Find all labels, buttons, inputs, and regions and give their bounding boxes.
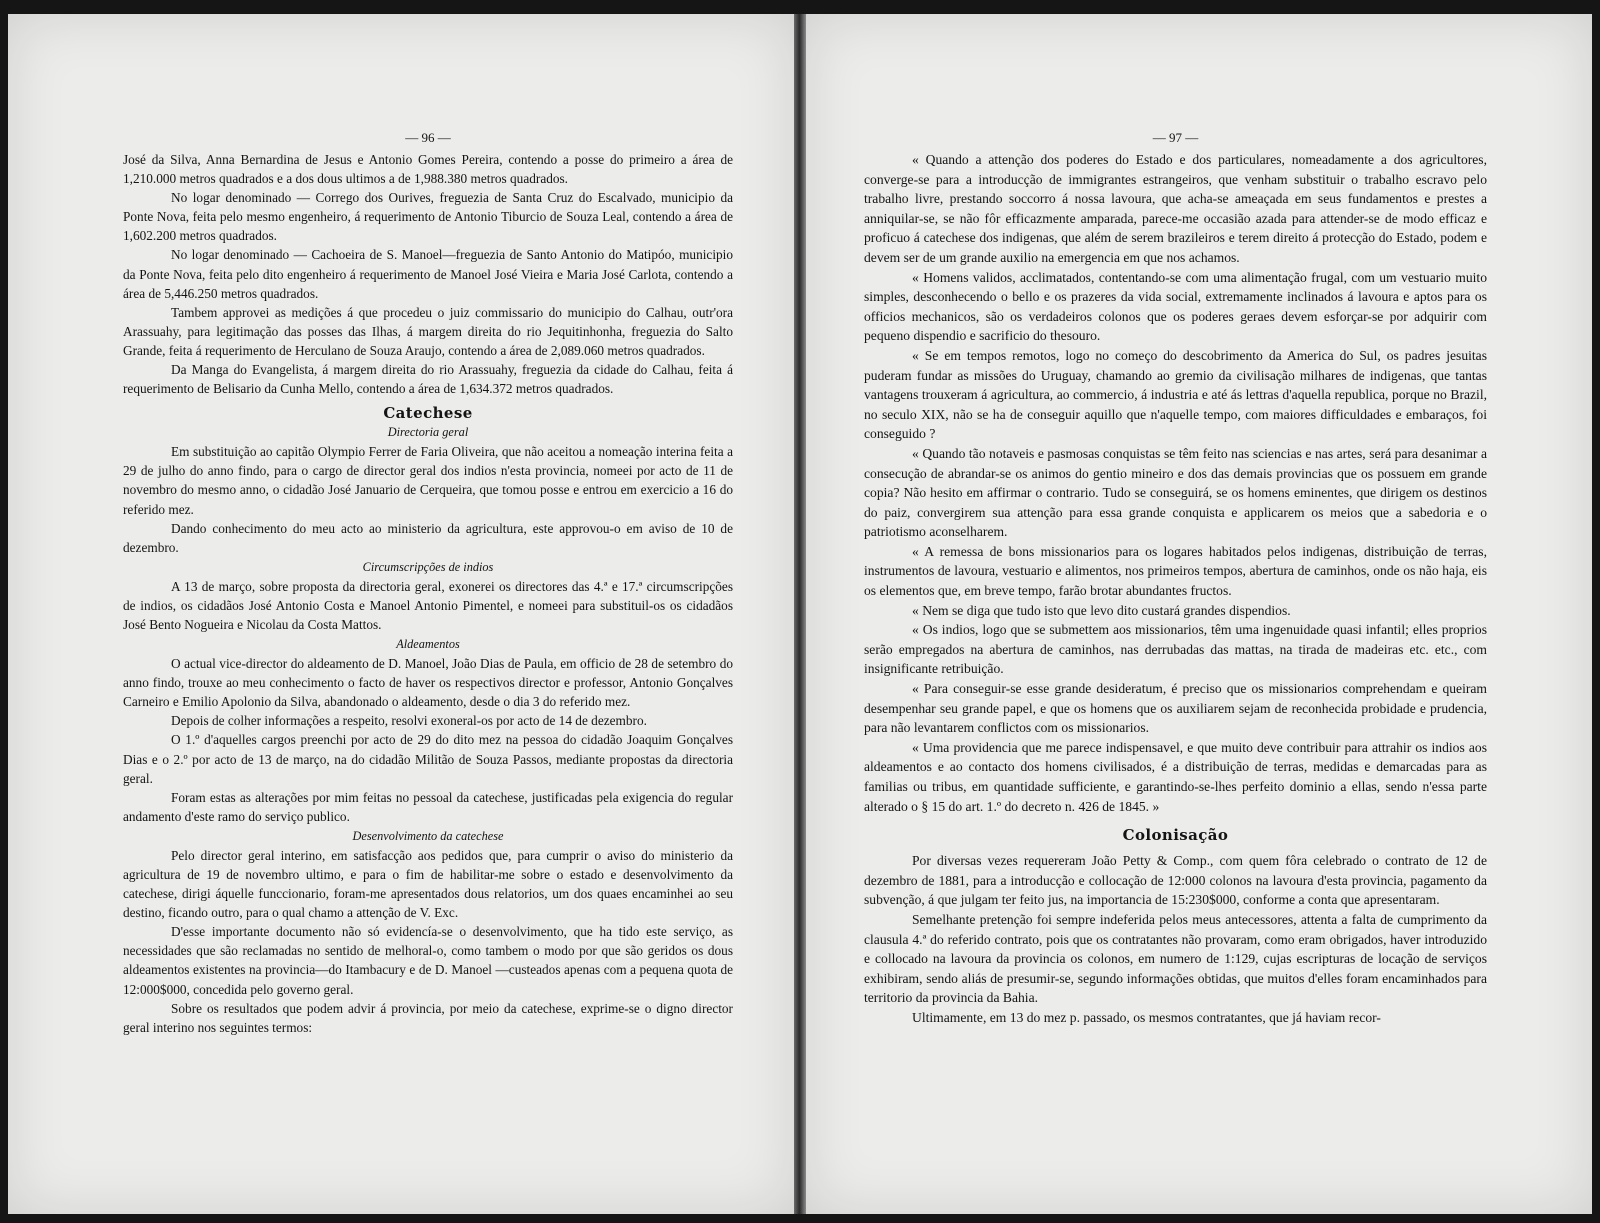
quoted-paragraph: « Quando a attenção dos poderes do Estado e dos particulares, nomeadamente a dos agricultores, converge-se para a introducção de immigrantes estrangeiros, que venham substituir o trabalho escravo pelo trabalho livre, prestando soccorro á nossa lavoura, que acha-se ameaçada em seus fundamentos e prestes a anniquilar-se, se não fôr efficazmente amparada, parece-me occasião azada para attender-se de modo efficaz e proficuo á catechese dos indigenas, que além de serem brazileiros e terem direito á protecção do Estado, podem e devem ser de um grande auxilio na emergencia em que nos achamos. xyxy=(864,152,1487,265)
quoted-paragraph: « Nem se diga que tudo isto que levo dito custará grandes dispendios. xyxy=(912,602,1291,618)
paragraph: D'esse importante documento não só evidencía-se o desenvolvimento, que ha tido este serviço, as necessidades que são reclamadas no sentido de melhoral-o, como tambem o modo por que são geridos os dous aldeamentos existentes na provincia—do Itambacury e de D. Manoel —custeados apenas com a pequena quota de 12:000$000, concedida pelo governo geral. xyxy=(123,924,733,997)
page-number-96: — 96 — xyxy=(405,130,451,145)
quoted-paragraph: « Os indios, logo que se submettem aos missionarios, têm uma ingenuidade quasi infantil; elles proprios serão empregados na abertura de caminhos, nas derrubadas das mattas, na tirada de madeiras etc. etc., com insignificante retribuição. xyxy=(864,622,1487,677)
quoted-paragraph: « Homens validos, acclimatados, contentando-se com uma alimentação frugal, com um vestuario muito simples, desconhecendo o bello e os prazeres da vida social, extremamente inclinados á lavoura e aptos para os officios mechanicos, são os verdadeiros colonos que os poderes geraes devem esforçar-se por adquirir com pequeno dispendio e sacrificio do thesouro. xyxy=(864,269,1487,344)
right-page-text xyxy=(864,120,1487,1028)
paragraph: Em substituição ao capitão Olympio Ferrer de Faria Oliveira, que não aceitou a nomeação interina feita a 29 de julho do anno findo, para o cargo de director geral dos indios n'esta provincia, nomeei por acto de 11 de novembro do mesmo anno, o cidadão José Januario de Cerqueira, que tomou posse e entrou em exercicio a 16 do referido mez. xyxy=(123,444,733,517)
paragraph: Semelhante pretenção foi sempre indeferida pelos meus antecessores, attenta a falta de cumprimento da clausula 4.ª do referido contrato, pois que os contratantes não provaram, como eram obrigados, haver introduzido e collocado na lavoura da provincia os colonos, em numero de 1:129, cujas escripturas de locação de serviços exhibiram, sendo aliás de presumir-se, segundo informações obtidas, que muitos d'elles foram encaminhados para territorio da provincia da Bahia. xyxy=(864,911,1487,1006)
section-heading-catechese: Catechese xyxy=(383,404,473,423)
quoted-paragraph: « Uma providencia que me parece indispensavel, e que muito deve contribuir para attrahir os indios aos aldeamentos e ao contacto dos homens civilisados, é a distribuição de terras, medidas e demarcadas para as familias ou tribus, em quantidade sufficiente, e garantindo-se-lhes perfeito dominio a ellas, sendo n'essa parte alterado o § 15 do art. 1.º do decreto n. 426 de 1845. » xyxy=(864,739,1487,814)
quoted-paragraph: « A remessa de bons missionarios para os logares habitados pelos indigenas, distribuição de terras, instrumentos de lavoura, vestuario e alimentos, nos primeiros tempos, abertura de caminhos, onde os não haja, eis os elementos que, em breve tempo, farão brotar abundantes fructos. xyxy=(864,543,1487,599)
quoted-paragraph: « Se em tempos remotos, logo no começo do descobrimento da America do Sul, os padres jesuitas puderam fundar as missões do Uruguay, chamando ao gremio da civilisação milhares de indigenas, que tantas vantagens trouxeram á agricultura, ao commercio, á industria e até ás lettras d'aquella republica, porque no Brazil, no seculo XIX, não se ha de conseguir aquillo que n'aquelle tempo, com maiores difficuldades e embaraços, foi conseguido ? xyxy=(864,347,1487,442)
paragraph: O actual vice-director do aldeamento de D. Manoel, João Dias de Paula, em officio de 28 de setembro do anno findo, trouxe ao meu conhecimento o facto de haver os respectivos director e professor, Antonio Gonçalves Carneiro e Emilio Apolonio da Silva, abandonado o aldeamento, desde o dia 3 do referido mez. xyxy=(123,656,733,710)
paragraph: Pelo director geral interino, em satisfacção aos pedidos que, para cumprir o aviso do ministerio da agricultura de 19 de novembro ultimo, e para o fim de habilitar-me sobre o estado e desenvolvimento da catechese, dirigi áquelle funccionario, foram-me apresentados dous relatorios, um dos quaes encaminhei ao seu destino, ficando outro, para o qual chamo a attenção de V. Exc. xyxy=(123,847,733,921)
paragraph: Foram estas as alterações por mim feitas no pessoal da catechese, justificadas pela exigencia do regular andamento d'este ramo do serviço publico. xyxy=(123,789,733,824)
paragraph: Dando conhecimento do meu acto ao ministerio da agricultura, este approvou-o em aviso de 10 de dezembro. xyxy=(123,520,733,555)
subheading-directoria: Directoria geral xyxy=(387,425,469,440)
left-page xyxy=(8,14,794,1214)
paragraph: Sobre os resultados que podem advir á provincia, por meio da catechese, exprime-se o digno director geral interino nos seguintes termos: xyxy=(123,1000,733,1035)
paragraph: Depois de colher informações a respeito, resolvi exoneral-os por acto de 14 de dezembro. xyxy=(171,713,647,729)
book-gutter xyxy=(794,14,806,1214)
paragraph: Da Manga do Evangelista, á margem direita do rio Arassuahy, freguezia da cidade do Calhau, feita á requerimento de Belisario da Cunha Mello, contendo a área de 1,634.372 metros quadrados. xyxy=(123,362,733,397)
right-page xyxy=(806,14,1592,1214)
paragraph: José da Silva, Anna Bernardina de Jesus e Antonio Gomes Pereira, contendo a posse do primeiro a área de 1,210.000 metros quadrados e a dos dous ultimos a de 1,988.380 metros quadrados. xyxy=(123,152,733,187)
paragraph: No logar denominado — Corrego dos Ourives, freguezia de Santa Cruz do Escalvado, municipio da Ponte Nova, feita pelo mesmo engenheiro, á requerimento de Antonio Tiburcio de Souza Leal, contendo a área de 1,602.200 metros quadrados. xyxy=(123,190,733,244)
paragraph: Ultimamente, em 13 do mez p. passado, os mesmos contratantes, que já haviam recor- xyxy=(912,1009,1381,1025)
quoted-paragraph: « Quando tão notaveis e pasmosas conquistas se têm feito nas sciencias e nas artes, será para desanimar a consecução de abrandar-se os animos do gentio mineiro e dos das demais provincias que os possuem em grande copia? Não hesito em affirmar o contrario. Tudo se conseguirá, se os homens eminentes, que dirigem os destinos do paiz, convergirem sua attenção para essa grande conquista e applicarem os meios que a sabedoria e o patriotismo aconselharem. xyxy=(864,445,1487,540)
left-page-text xyxy=(123,120,733,1037)
paragraph: Tambem approvei as medições á que procedeu o juiz commissario do municipio do Calhau, outr'ora Arassuahy, para legitimação das posses das Ilhas, á margem direita do rio Jequitinhonha, freguezia do Salto Grande, feita á requerimento de Herculano de Souza Araujo, contendo a área de 2,089.060 metros quadrados. xyxy=(123,304,733,358)
paragraph: Por diversas vezes requereram João Petty & Comp., com quem fôra celebrado o contrato de 12 de dezembro de 1881, para a introducção e collocação de 12:000 colonos na lavoura d'esta provincia, pagamento da subvenção, á que julgam ter feito jus, na importancia de 15:230$000, conforme a conta que apresentaram. xyxy=(864,853,1487,908)
paragraph: No logar denominado — Cachoeira de S. Manoel—freguezia de Santo Antonio do Matipóo, municipio da Ponte Nova, feita pelo dito engenheiro á requerimento de Manoel José Vieira e Maria José Carlota, contendo a área de 5,446.250 metros quadrados. xyxy=(123,247,733,301)
subheading-circumscripcoes: Circumscripções de indios xyxy=(362,559,494,574)
subheading-aldeamentos: Aldeamentos xyxy=(396,637,460,652)
page-number-97: — 97 — xyxy=(1152,130,1199,145)
subheading-desenvolvimento: Desenvolvimento da catechese xyxy=(352,828,504,843)
quoted-paragraph: « Para conseguir-se esse grande desideratum, é preciso que os missionarios comprehendam e queiram desempenhar seu grande papel, e que os homens que os auxiliarem sejam de reconhecida probidade e prudencia, para não levantarem conflictos com os missionarios. xyxy=(864,681,1487,736)
section-heading-colonisacao: Colonisação xyxy=(1122,826,1229,845)
paragraph: A 13 de março, sobre proposta da directoria geral, exonerei os directores das 4.ª e 17.ª circumscripções de indios, os cidadãos José Antonio Costa e Manoel Antonio Pimentel, e nomeei para substituil-os os cidadãos José Bento Nogueira e Nicolau da Costa Mattos. xyxy=(123,578,733,632)
paragraph: O 1.º d'aquelles cargos preenchi por acto de 29 do dito mez na pessoa do cidadão Joaquim Gonçalves Dias e o 2.º por acto de 13 de março, na do cidadão Militão de Souza Passos, mediante propostas da directoria geral. xyxy=(123,732,733,786)
